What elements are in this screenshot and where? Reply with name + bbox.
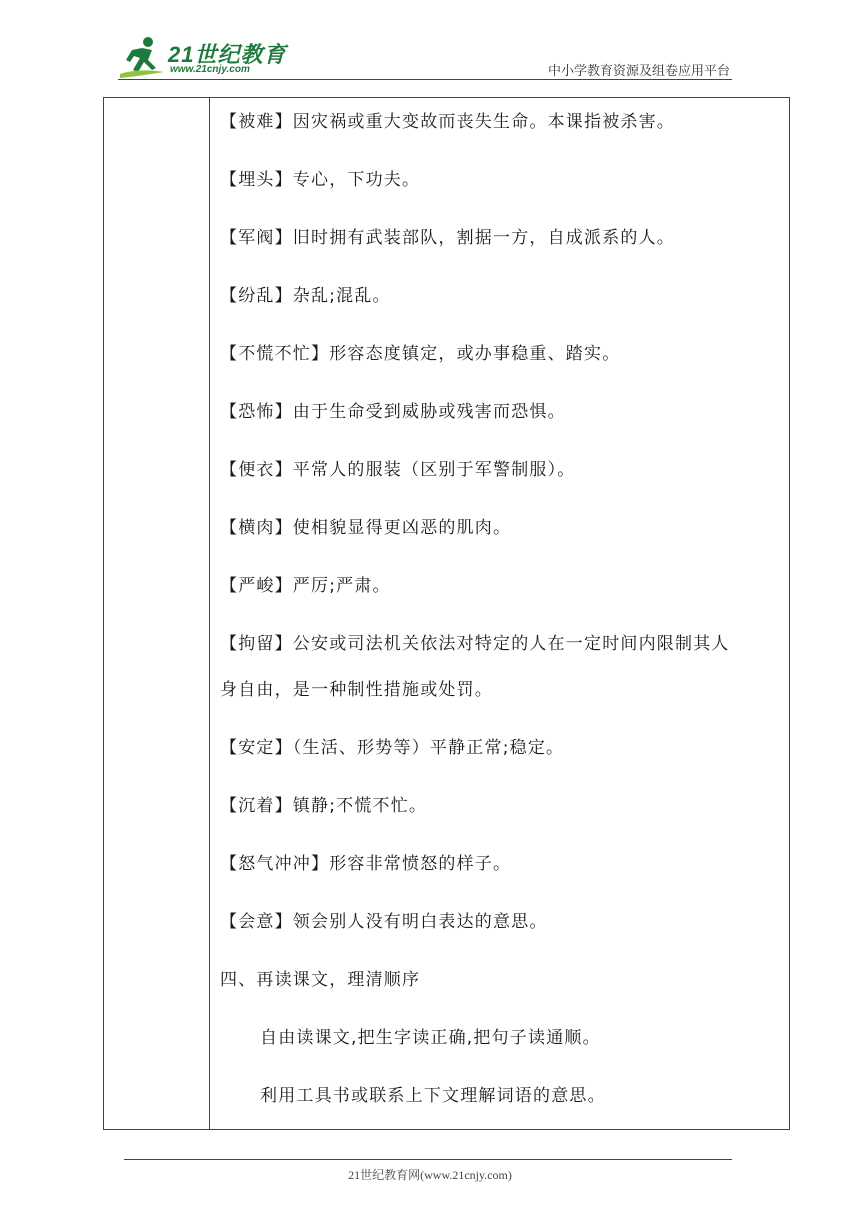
vocab-line: 【安定】（生活、形势等）平静正常;稳定。	[220, 738, 565, 758]
vocab-line: 【怒气冲冲】形容非常愤怒的样子。	[220, 854, 512, 874]
vocab-line: 【埋头】专心，下功夫。	[220, 170, 421, 190]
vocab-line: 【便衣】平常人的服装（区别于军警制服）。	[220, 460, 576, 480]
logo-text: 21世纪教育	[168, 42, 287, 67]
table-right-column	[210, 98, 789, 1129]
logo-url: www.21cnjy.com	[170, 64, 250, 75]
vocab-line: 【拘留】公安或司法机关依法对特定的人在一定时间内限制其人	[220, 634, 730, 654]
vocab-line: 【被难】因灾祸或重大变故而丧失生命。本课指被杀害。	[220, 112, 675, 132]
platform-name: 中小学教育资源及组卷应用平台	[547, 64, 730, 79]
footer-divider	[124, 1159, 732, 1160]
vocab-line: 【纷乱】杂乱;混乱。	[220, 286, 391, 306]
vocab-line: 【沉着】镇静;不慌不忙。	[220, 796, 428, 816]
vocab-line: 【恐怖】由于生命受到威胁或残害而恐惧。	[220, 402, 566, 422]
vocab-line: 【会意】领会别人没有明白表达的意思。	[220, 912, 548, 932]
instruction-line: 利用工具书或联系上下文理解词语的意思。	[260, 1086, 606, 1106]
vocab-line: 身自由，是一种制性措施或处罚。	[220, 680, 493, 700]
content-table	[103, 97, 790, 1130]
instruction-line: 自由读课文,把生字读正确,把句子读通顺。	[260, 1028, 601, 1048]
table-left-column	[104, 98, 210, 1129]
page-footer: 21世纪教育网(www.21cnjy.com)	[348, 1168, 512, 1182]
vocab-line: 【严峻】严厉;严肃。	[220, 576, 391, 596]
page-header	[0, 0, 860, 90]
vocab-line: 【不慌不忙】形容态度镇定，或办事稳重、踏实。	[220, 344, 621, 364]
header-divider	[118, 79, 732, 80]
vocab-line: 【横肉】使相貌显得更凶恶的肌肉。	[220, 518, 512, 538]
runner-logo-icon	[118, 36, 168, 80]
vocab-line: 【军阀】旧时拥有武装部队，割据一方，自成派系的人。	[220, 228, 675, 248]
section-heading: 四、再读课文，理清顺序	[220, 970, 421, 990]
site-logo	[118, 36, 288, 82]
